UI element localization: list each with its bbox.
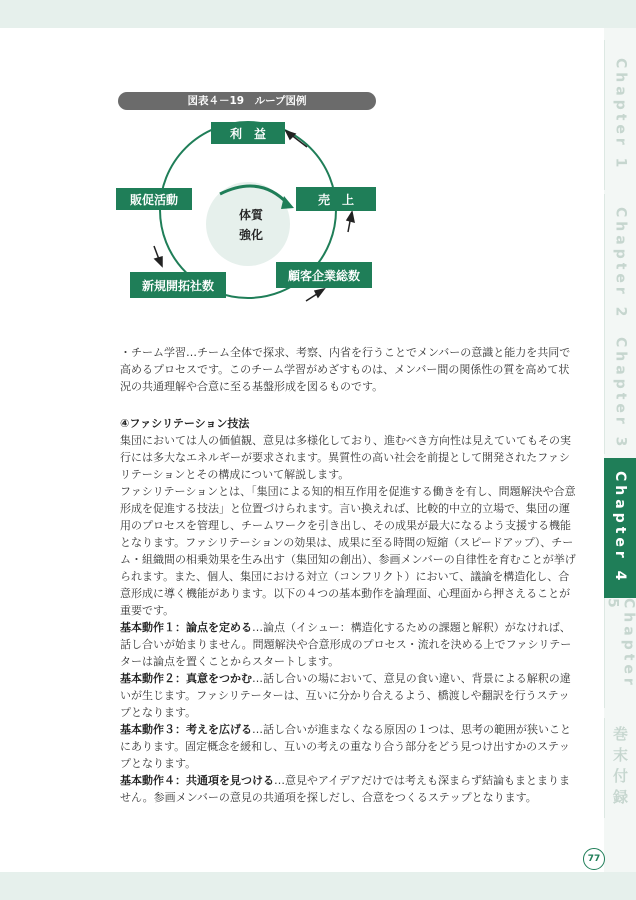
arrow-to-sales-head — [347, 212, 354, 222]
tab-chapter-5[interactable] — [604, 598, 636, 708]
node-profit: 利 益 — [211, 122, 285, 144]
paragraph-2: ファシリテーションとは、「集団による知的相互作用を促進する働きを有し、問題解決や合意形成を促進する技法」と位置づけられます。言い換えれば、比較的中立的立場で、集団の運用のプロセスを管理し、チームワークを引き出し、その成果が最大になるよう支援する機能となります。ファシリテーションの効果は、成果に至る時間の短縮（スピードアップ）、チーム・組織間の相乗効果を生み出す（集団知の創出）、参画メンバーの自律性を育むことが挙げられます。また、個人、集団における対立（コンフリクト）において、議論を構造化し、合意形成に導く機能があります。以下の４つの基本動作を論理面、心理面から押さえることが重要です。 — [120, 485, 576, 617]
bottom-band — [0, 872, 636, 900]
action-4-text: …意見やアイデアだけでは考えも深まらず結論もまとまりません。参画メンバーの意見の共通項を探しだし、合意をつくるステップとなります。 — [120, 774, 571, 804]
loop-diagram — [110, 112, 400, 312]
tab-appendix-label: 巻末付録 — [611, 726, 629, 810]
action-2-label: 基本動作２：真意をつかむ — [120, 672, 252, 685]
action-3 — [120, 721, 580, 772]
team-learning-paragraph: ・チーム学習…チーム全体で探求、考察、内省を行うことでメンバーの意識と能力を共同で高めるプロセスです。このチーム学習がめざすものは、メンバー間の関係性の質を高めて状況の共通理解や合意に至る基盤形成を図るものです。 — [120, 346, 571, 393]
figure-title: 図表４－19 ループ図例 — [118, 92, 376, 110]
body-text — [120, 344, 580, 806]
tab-chapter-2[interactable] — [604, 194, 636, 334]
action-3-label: 基本動作３：考えを広げる — [120, 723, 252, 736]
tab-chapter-2-label: Chapter 2 — [612, 207, 629, 321]
tab-chapter-3[interactable] — [604, 334, 636, 454]
chapter-tabs — [604, 28, 636, 872]
action-4 — [120, 772, 580, 806]
center-label-line2: 強化 — [238, 228, 263, 242]
tab-chapter-4-label: Chapter 4 — [612, 471, 628, 585]
center-label — [206, 180, 296, 270]
action-2 — [120, 670, 580, 721]
action-4-label: 基本動作４：共通項を見つける — [120, 774, 274, 787]
tab-chapter-1-label: Chapter 1 — [612, 58, 629, 172]
action-1 — [120, 619, 580, 670]
tab-appendix[interactable] — [604, 718, 636, 818]
page-number: 77 — [583, 848, 605, 870]
tab-chapter-1[interactable] — [604, 40, 636, 190]
action-1-label: 基本動作１：論点を定める — [120, 621, 252, 634]
arrow-to-customers-head — [315, 289, 324, 297]
paragraph-1: 集団においては人の価値観、意見は多様化しており、進むべき方向性は見えていてもその実行には多大なエネルギーが要求されます。異質性の高い社会を前提として開発されたファシリテーションとその構成について解説します。 — [120, 434, 571, 481]
section-heading: ④ファシリテーション技法 — [120, 417, 250, 430]
action-1-text: …論点（イシュー：構造化するための課題と解釈）がなければ、話し合いが始まりません。問題解決や合意形成のプロセス・流れを決める上でファシリテーターは論点を置くことからスタートします。 — [120, 621, 572, 668]
action-2-text: …話し合いの場において、意見の食い違い、背景による解釈の違いが生じます。ファシリテーターは、互いに分かり合えるよう、橋渡しや翻訳を行うステップとなります。 — [120, 672, 571, 719]
top-band — [0, 0, 636, 28]
node-new-accounts: 新規開拓社数 — [130, 272, 226, 298]
node-sales: 売 上 — [296, 187, 376, 211]
node-promotion: 販促活動 — [116, 188, 192, 210]
action-3-text: …話し合いが進まなくなる原因の１つは、思考の範囲が狭いことにあります。固定概念を緩和し、互いの考えの重なり合う部分をどう見つけ出すかのステップとなります。 — [120, 723, 571, 770]
center-label-line1: 体質 — [238, 208, 263, 222]
tab-chapter-3-label: Chapter 3 — [612, 337, 629, 451]
tab-chapter-4[interactable] — [604, 458, 636, 598]
tab-chapter-5-label: Chapter 5 — [604, 598, 636, 689]
arrow-to-new-accounts-head — [155, 257, 162, 266]
arrow-to-profit-head — [286, 131, 295, 139]
node-customers: 顧客企業総数 — [276, 262, 372, 288]
